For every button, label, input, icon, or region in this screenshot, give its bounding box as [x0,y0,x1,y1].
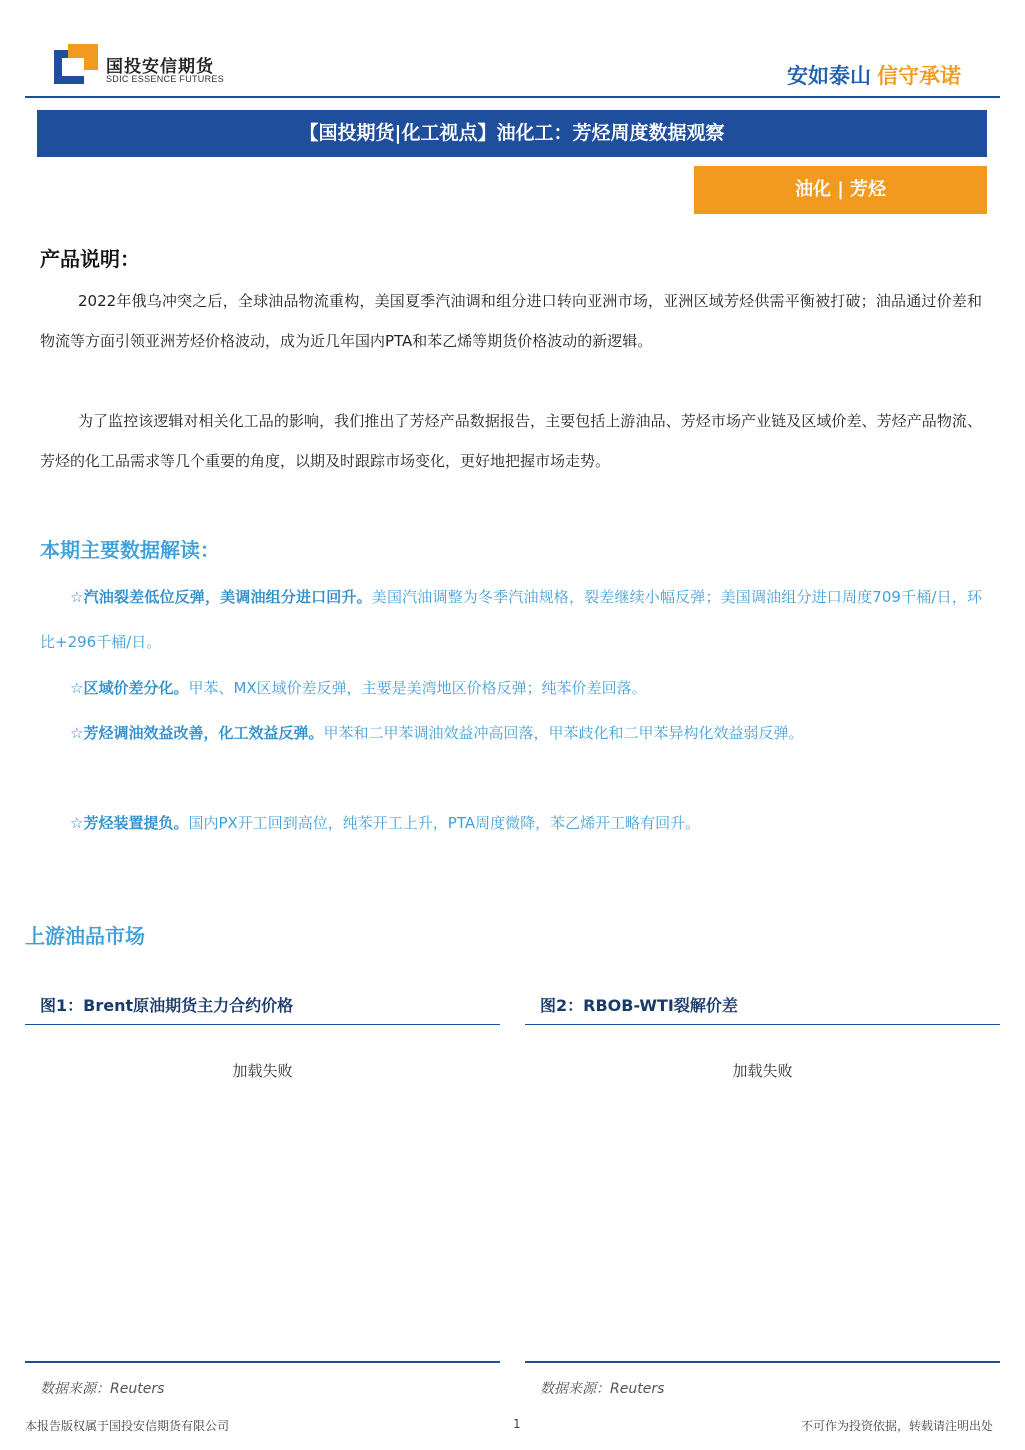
logo-text-cn: 国投安信期货 [106,57,214,77]
interpretation-bullet-2 [40,666,982,711]
report-title: 【国投期货|化工视点】油化工：芳烃周度数据观察 [37,110,987,157]
product-paragraph-1: 2022年俄乌冲突之后，全球油品物流重构，美国夏季汽油调和组分进口转向亚洲市场，亚洲区域芳烃供需平衡被打破；油品通过价差和物流等方面引领亚洲芳烃价格波动，成为近几年国内PTA和苯乙烯等期货价格波动的新逻辑。 [40,292,982,350]
figure-1-top-rule [25,1024,500,1025]
footer-copyright: 本报告版权属于国投安信期货有限公司 [25,1419,230,1433]
bullet-text: 甲苯、MX区域价差反弹，主要是美湾地区价格反弹；纯苯价差回落。 [188,679,647,697]
slogan [787,60,961,90]
figure-2-load-failed: 加载失败 [732,1062,793,1080]
logo-text-en: SDIC ESSENCE FUTURES [106,74,225,84]
product-heading: 产品说明： [40,247,140,271]
bullet-lead: ☆区域价差分化。 [70,679,189,697]
header-divider [25,96,1000,98]
bullet-lead: ☆芳烃调油效益改善，化工效益反弹。 [70,724,324,742]
figure-1-bottom-rule [25,1361,500,1363]
figure-1-title: 图1：Brent原油期货主力合约价格 [40,996,294,1015]
figure-1-load-failed: 加载失败 [232,1062,293,1080]
interpretation-bullet-1 [40,575,982,665]
bullet-text: 美国汽油调整为冬季汽油规格，裂差继续小幅反弹；美国调油组分进口周度709千桶/日，环比+296千桶/日。 [40,588,982,651]
company-logo-icon [54,44,98,84]
interpretation-heading: 本期主要数据解读： [40,538,220,562]
interpretation-bullet-4 [40,801,982,846]
figure-1-source: 数据来源：Reuters [40,1381,165,1397]
bullet-text: 国内PX开工回到高位，纯苯开工上升，PTA周度微降，苯乙烯开工略有回升。 [188,814,701,832]
product-paragraph-2: 为了监控该逻辑对相关化工品的影响，我们推出了芳烃产品数据报告，主要包括上游油品、芳烃市场产业链及区域价差、芳烃产品物流、芳烃的化工品需求等几个重要的角度，以期及时跟踪市场变化，更好地把握市场走势。 [40,412,982,470]
figure-2-title: 图2：RBOB-WTI裂解价差 [540,996,738,1015]
figure-2-source: 数据来源：Reuters [540,1381,665,1397]
bullet-lead: ☆汽油裂差低位反弹，美调油组分进口回升。 [70,588,372,606]
interpretation-bullet-3 [40,711,982,756]
slogan-part2: 信守承诺 [877,64,961,88]
page-header [0,0,1025,100]
slogan-part1: 安如泰山 [787,64,871,88]
figure-2-top-rule [525,1024,1000,1025]
footer-disclaimer: 不可作为投资依据，转载请注明出处 [800,1419,993,1433]
page-number: 1 [513,1417,521,1431]
category-tag: 油化 | 芳烃 [694,166,987,214]
bullet-lead: ☆芳烃装置提负。 [70,814,189,832]
section-heading: 上游油品市场 [25,924,145,948]
figure-2-bottom-rule [525,1361,1000,1363]
bullet-text: 甲苯和二甲苯调油效益冲高回落，甲苯歧化和二甲苯异构化效益弱反弹。 [323,724,804,742]
